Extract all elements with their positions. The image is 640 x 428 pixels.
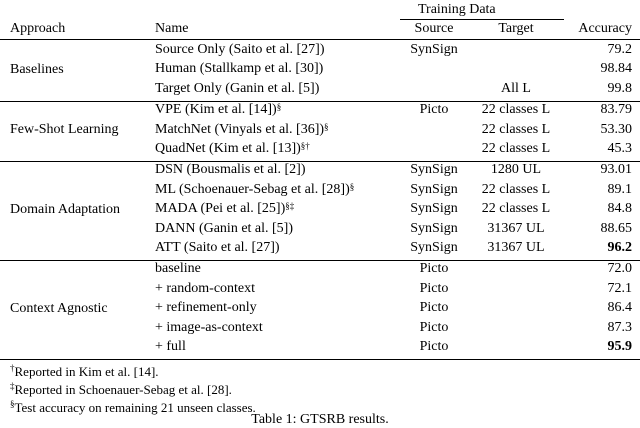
table-row-source: Picto [419, 300, 449, 316]
table-row-name [155, 141, 310, 157]
table-row-source: Picto [419, 319, 449, 335]
table-row-source: SynSign [410, 240, 458, 255]
table-row-name [155, 240, 280, 256]
header-training-data: Training Data [418, 2, 496, 17]
table-row-name [155, 300, 257, 316]
table-row-accuracy: 83.79 [600, 102, 632, 118]
table-row-target: 1280 UL [490, 162, 542, 178]
method-name: MADA (Pei et al. [25]) [155, 201, 286, 217]
table-row-target: 31367 UL [487, 220, 545, 236]
table-row-name [155, 320, 263, 336]
table-row-accuracy: 72.0 [607, 261, 632, 277]
method-name: ML (Schoenauer-Sebag et al. [28]) [155, 181, 350, 197]
table-row-accuracy: 84.8 [607, 201, 632, 217]
footnote-mark: § [276, 102, 282, 113]
table-row-accuracy: 95.9 [607, 339, 632, 354]
header-accuracy: Accuracy [578, 21, 632, 36]
method-name: Source Only (Saito et al. [27]) [155, 42, 325, 57]
method-name: DANN (Ganin et al. [5]) [155, 220, 294, 236]
method-name: Human (Stallkamp et al. [30]) [155, 61, 324, 77]
footnote-text: Test accuracy on remaining 21 unseen classes. [14, 400, 256, 416]
table-row-source: SynSign [410, 162, 458, 178]
method-name: Target Only (Ganin et al. [5]) [155, 80, 320, 96]
table-caption: Table 1: GTSRB results. [251, 412, 389, 427]
table-row-name [155, 162, 305, 178]
footnote-text: Reported in Schoenauer-Sebag et al. [28]. [14, 382, 232, 398]
table-row-target: All L [501, 80, 531, 96]
table-row-accuracy: 93.01 [600, 162, 632, 178]
table-row-target: 22 classes L [481, 181, 551, 197]
table-row-accuracy: 98.84 [600, 61, 632, 77]
table-row-accuracy: 99.8 [607, 80, 632, 96]
table-row-name [155, 221, 293, 237]
table-row-target: 22 classes L [481, 121, 551, 137]
table-row-name [155, 281, 255, 297]
table-row-source: Picto [419, 339, 449, 354]
table-row-name [155, 102, 281, 118]
footnote-text: Reported in Kim et al. [14]. [14, 364, 159, 380]
footnote-mark: §† [300, 141, 310, 151]
table-row-accuracy: 96.2 [607, 240, 632, 255]
table-row-name [155, 81, 319, 97]
header-approach: Approach [10, 21, 66, 36]
table-row-accuracy: 87.3 [607, 319, 632, 335]
training-data-underline [400, 19, 564, 20]
table-row-source: SynSign [410, 42, 458, 57]
table-row-target: 22 classes L [481, 201, 551, 217]
table-row-source: SynSign [410, 181, 458, 197]
footnote [10, 382, 232, 397]
table-row-name [155, 61, 323, 77]
approach-label: Few-Shot Learning [10, 122, 119, 138]
footnote-mark: § [324, 121, 329, 132]
footnote-mark: § [349, 181, 355, 192]
table-row-source: SynSign [410, 220, 458, 236]
method-name: QuadNet (Kim et al. [13]) [155, 141, 301, 156]
header-target: Target [498, 21, 534, 36]
table-row-name [155, 201, 294, 217]
method-name: DSN (Bousmalis et al. [2]) [155, 162, 306, 178]
table-row-accuracy: 79.2 [607, 42, 632, 57]
table-row-target: 22 classes L [481, 141, 551, 156]
table-row-accuracy: 45.3 [607, 141, 632, 156]
header-name: Name [155, 21, 189, 36]
table-row-accuracy: 89.1 [607, 181, 632, 197]
table-row-target: 31367 UL [487, 240, 545, 255]
table-row-accuracy: 88.65 [600, 220, 632, 236]
table-row-accuracy: 53.30 [600, 121, 632, 137]
table-row-source: Picto [419, 280, 449, 296]
group-rule [0, 260, 640, 261]
method-name: + full [155, 339, 186, 354]
method-name: baseline [155, 261, 201, 277]
bottom-rule [0, 359, 640, 361]
approach-label: Domain Adaptation [10, 201, 121, 217]
table-row-source: SynSign [410, 201, 458, 217]
footnote [10, 364, 159, 379]
header-source: Source [414, 21, 454, 36]
footnote-symbol: † [10, 363, 15, 374]
method-name: ATT (Saito et al. [27]) [155, 240, 280, 255]
header-rule [0, 39, 640, 40]
table-row-name [155, 339, 186, 355]
table-row-name [155, 182, 354, 198]
footnote-symbol: § [10, 399, 15, 410]
approach-label: Baselines [10, 62, 64, 78]
table-row-source: Picto [419, 102, 449, 118]
table-row-name [155, 122, 329, 138]
method-name: VPE (Kim et al. [14]) [155, 102, 277, 118]
table-row-name [155, 261, 201, 277]
method-name: + refinement-only [155, 300, 257, 316]
method-name: + random-context [155, 280, 256, 296]
approach-label: Context Agnostic [10, 300, 108, 316]
method-name: + image-as-context [155, 319, 263, 335]
table-row-target: 22 classes L [481, 102, 551, 118]
table-row-name [155, 42, 325, 58]
footnote-mark: §‡ [285, 201, 295, 212]
table-row-accuracy: 86.4 [607, 300, 632, 316]
method-name: MatchNet (Vinyals et al. [36]) [155, 121, 325, 137]
footnote-symbol: ‡ [10, 381, 15, 392]
table-row-accuracy: 72.1 [607, 280, 632, 296]
table-row-source: Picto [419, 261, 449, 277]
